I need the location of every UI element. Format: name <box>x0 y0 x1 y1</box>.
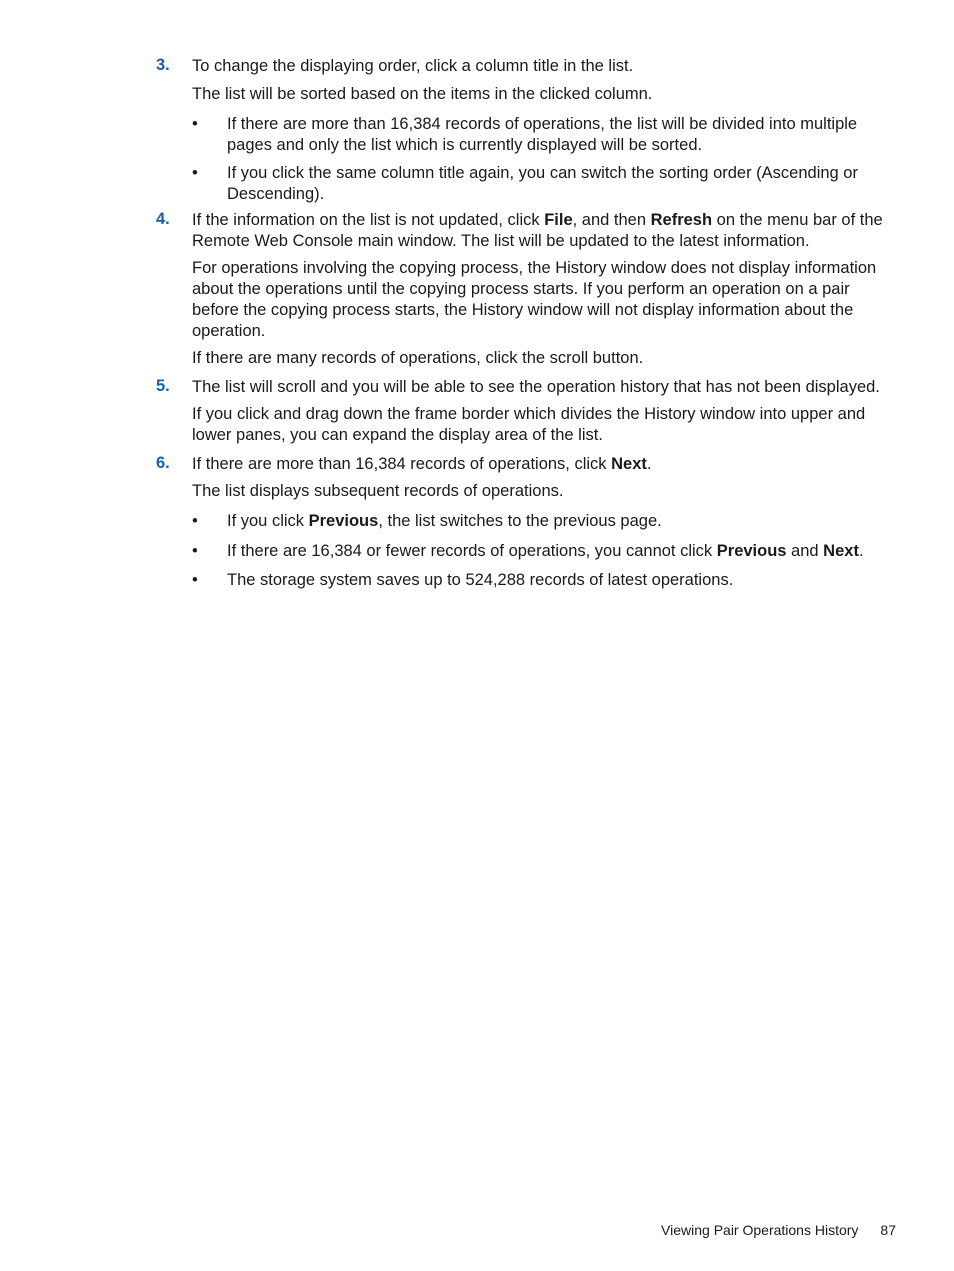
bullet-marker: • <box>192 164 198 182</box>
bullet-marker: • <box>192 571 198 589</box>
bullet-text: If there are more than 16,384 records of operations, the list will be divided into multiple pages and only the list which is currently displayed will be sorted. <box>227 115 858 154</box>
previous-label: Previous <box>308 512 379 530</box>
step-note: For operations involving the copying process, the History window does not display information about the operations until the copying process starts. If you perform an operation on a pair before the copying process starts, the History window will not display information about the operation. <box>192 259 877 340</box>
bullet-text: If you click the same column title again, you can switch the sorting order (Ascending or Descending). <box>227 164 858 203</box>
step-note: The list will be sorted based on the items in the clicked column. <box>192 85 653 103</box>
bullet-text: The storage system saves up to 524,288 records of latest operations. <box>227 571 734 589</box>
footer-section-title: Viewing Pair Operations History <box>661 1222 859 1238</box>
page-footer <box>661 1222 896 1238</box>
step-number: 3. <box>156 56 170 74</box>
step-number: 6. <box>156 454 170 472</box>
step-number: 5. <box>156 377 170 395</box>
step-text: If the information on the list is not updated, click File, and then Refresh on the menu bar of the Remote Web Console main window. The list will be updated to the latest information. <box>192 211 883 250</box>
bullet-marker: • <box>192 512 198 530</box>
bullet-text: If there are 16,384 or fewer records of operations, you cannot click Previous and Next. <box>227 542 864 560</box>
page-number: 87 <box>880 1222 896 1238</box>
step-text: To change the displaying order, click a column title in the list. <box>192 57 634 75</box>
next-label: Next <box>611 455 647 473</box>
menu-refresh-label: Refresh <box>650 211 713 229</box>
step-note: If there are many records of operations, click the scroll button. <box>192 349 644 367</box>
step-note: The list displays subsequent records of operations. <box>192 482 564 500</box>
bullet-text: If you click Previous, the list switches to the previous page. <box>227 512 662 530</box>
step-note: If you click and drag down the frame border which divides the History window into upper and lower panes, you can expand the display area of the list. <box>192 405 866 444</box>
step-number: 4. <box>156 210 170 228</box>
previous-label: Previous <box>716 542 787 560</box>
menu-file-label: File <box>544 211 573 229</box>
step-text: The list will scroll and you will be able to see the operation history that has not been displayed. <box>192 378 880 396</box>
step-text: If there are more than 16,384 records of operations, click Next. <box>192 455 652 473</box>
next-label: Next <box>823 542 859 560</box>
bullet-marker: • <box>192 115 198 133</box>
bullet-marker: • <box>192 542 198 560</box>
